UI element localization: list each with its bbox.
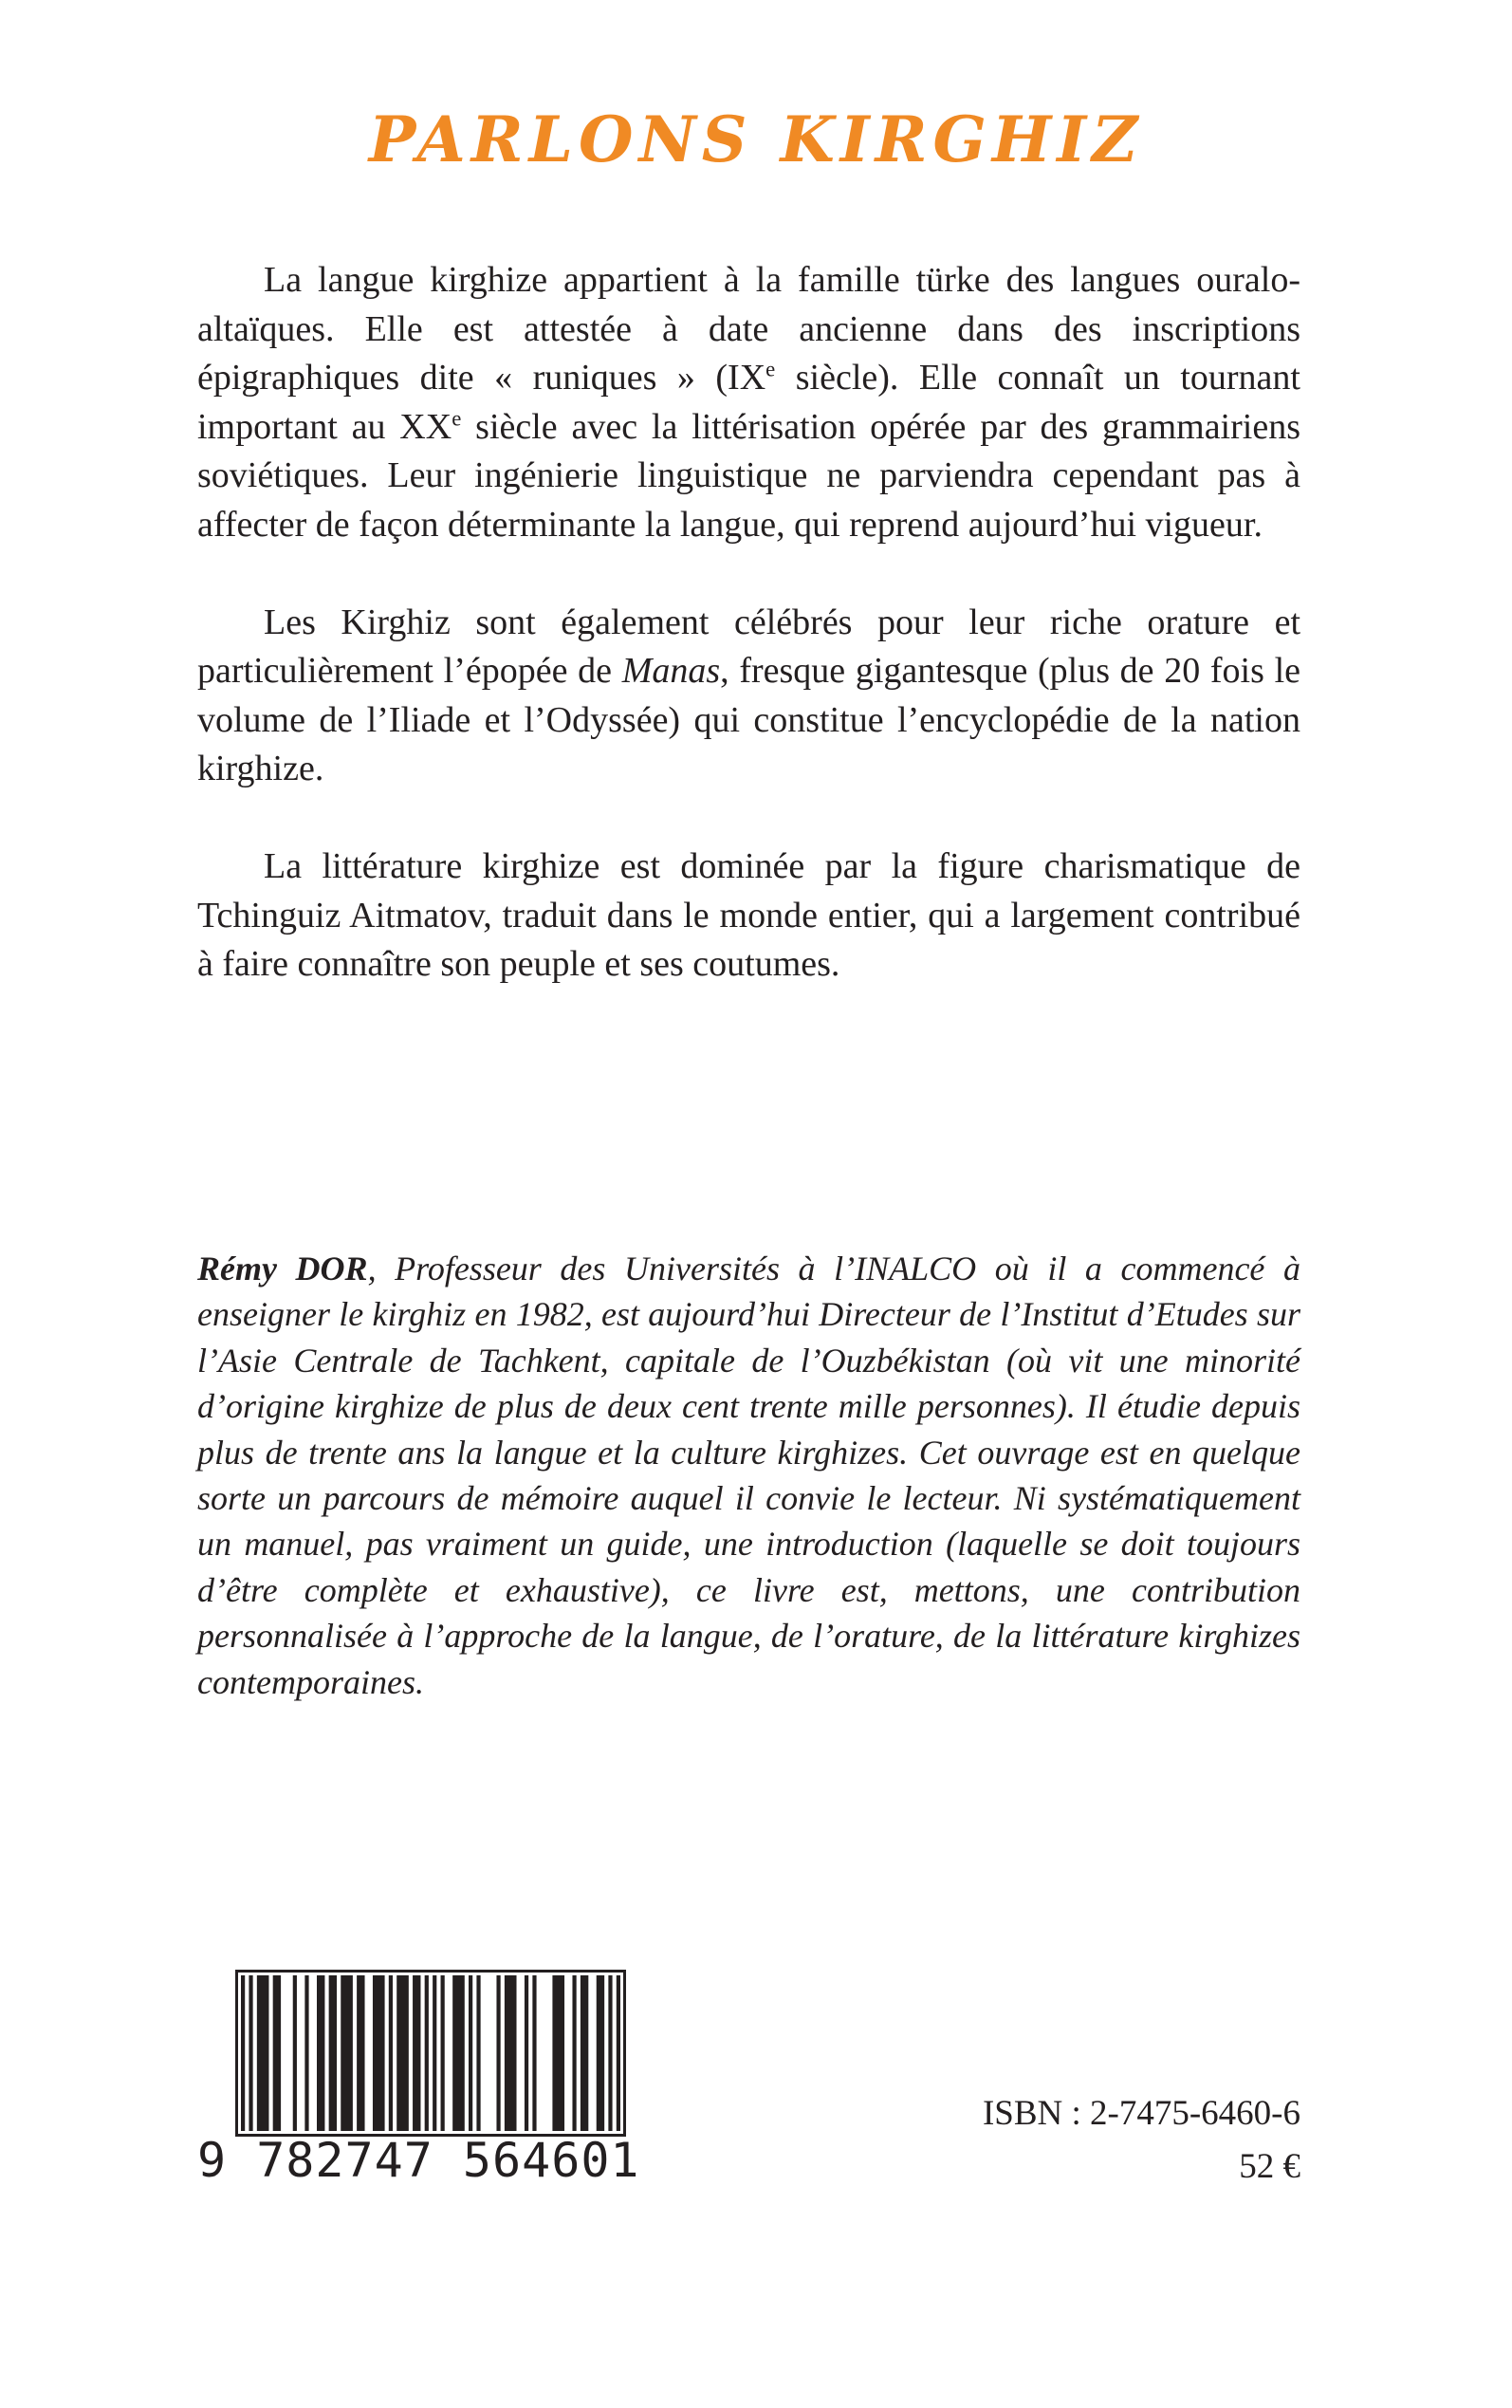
description-text <box>197 256 1300 990</box>
barcode-bar <box>496 1975 500 2131</box>
barcode-bar <box>373 1975 385 2131</box>
barcode-bar <box>452 1975 465 2131</box>
barcode-bar <box>396 1975 409 2131</box>
barcode-bar <box>241 1975 245 2131</box>
barcode-bar <box>425 1975 429 2131</box>
barcode-bar <box>304 1975 308 2131</box>
barcode-bar <box>389 1975 393 2131</box>
barcode-bar <box>341 1975 353 2131</box>
barcode-bar <box>413 1975 420 2131</box>
barcode-bar <box>273 1975 281 2131</box>
barcode <box>197 1970 640 2188</box>
barcode-bar <box>532 1975 536 2131</box>
barcode-bar <box>608 1975 612 2131</box>
price: 52 € <box>1239 2147 1300 2186</box>
barcode-bar <box>552 1975 564 2131</box>
barcode-bar <box>581 1975 588 2131</box>
barcode-bar <box>317 1975 324 2131</box>
paragraph-literature: La littérature kirghize est dominée par la figure charismatique de Tchinguiz Aitmatov, traduit dans le monde entier, qui a largement contribué à faire connaître son peuple et ses coutumes. <box>197 846 1300 984</box>
paragraph-language: La langue kirghize appartient à la famille türke des langues ouralo-altaïques. Elle est attestée à date ancienne dans des inscriptions épigraphiques dite « runiques » (IXe siècle). Elle connaît un tournant important au XXe siècle avec la littérisation opérée par des grammairiens soviétiques. Leur ingénierie linguistique ne parviendra cependant pas à affecter de façon déterminante la langue, qui reprend aujourd’hui vigueur. <box>197 260 1300 545</box>
paragraph-orature: Les Kirghiz sont également célébrés pour leur riche orature et particulièrement l’épopée de Manas, fresque gigantesque (plus de 20 fois le volume de l’Iliade et l’Odyssée) qui constitue l’encyclopédie de la nation kirghize. <box>197 602 1300 788</box>
author-bio-text: , Professeur des Universités à l’INALCO où il a commencé à enseigner le kirghiz en 1982, est aujourd’hui Directeur de l’Institut d’Etudes sur l’Asie Centrale de Tachkent, capitale de l’Ouzbékistan (où vit une minorité d’origine kirghize de plus de deux cent trente mille personnes). Il étudie depuis plus de trente ans la langue et la culture kirghizes. Cet ouvrage est en quelque sorte un parcours de mémoire auquel il convie le lecteur. Ni systématiquement un manuel, pas vraiment un guide, une introduction (laquelle se doit toujours d’être complète et exhaustive), ce livre est, mettons, une contribution personnalisée à l’approche de la langue, de l’orature, de la littérature kirghizes contemporaines. <box>197 1250 1300 1701</box>
barcode-bar <box>525 1975 528 2131</box>
barcode-bar <box>433 1975 436 2131</box>
isbn: ISBN : 2-7475-6460-6 <box>982 2094 1300 2133</box>
author-bio <box>197 1246 1300 1705</box>
barcode-bar <box>329 1975 337 2131</box>
barcode-bar <box>249 1975 252 2131</box>
barcode-bar <box>476 1975 480 2131</box>
barcode-bars <box>241 1975 620 2131</box>
author-name: Rémy DOR <box>197 1250 368 1287</box>
barcode-bar <box>293 1975 297 2131</box>
barcode-bar <box>572 1975 576 2131</box>
barcode-bar <box>617 1975 620 2131</box>
barcode-digits: 9 782747 564601 <box>197 2133 640 2188</box>
book-title: PARLONS KIRGHIZ <box>368 102 1144 176</box>
barcode-bar <box>357 1975 364 2131</box>
barcode-bar <box>257 1975 269 2131</box>
barcode-bar <box>597 1975 604 2131</box>
barcode-bar <box>469 1975 472 2131</box>
barcode-bar <box>441 1975 445 2131</box>
barcode-bar <box>505 1975 517 2131</box>
